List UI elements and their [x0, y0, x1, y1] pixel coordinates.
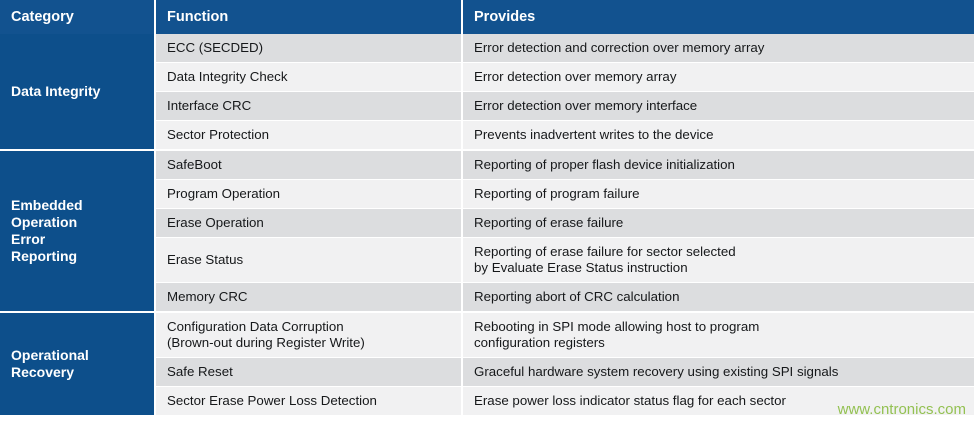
- function-cell: ECC (SECDED): [155, 34, 462, 63]
- provides-cell: Reporting of erase failure: [462, 209, 974, 238]
- table-row: [0, 312, 974, 358]
- column-header-provides: Provides: [462, 0, 974, 34]
- category-label-line: Error: [11, 231, 46, 247]
- function-cell: Safe Reset: [155, 358, 462, 387]
- provides-cell: Rebooting in SPI mode allowing host to program configuration registers: [462, 312, 974, 358]
- column-header-category: Category: [0, 0, 155, 34]
- provides-cell: Reporting abort of CRC calculation: [462, 283, 974, 313]
- category-cell: [0, 34, 155, 150]
- category-label-line: Reporting: [11, 248, 78, 264]
- function-cell: Configuration Data Corruption (Brown-out during Register Write): [155, 312, 462, 358]
- category-cell: [0, 312, 155, 416]
- category-label-line: Recovery: [11, 364, 75, 380]
- provides-cell: Erase power loss indicator status flag for each sector: [462, 387, 974, 417]
- category-label-line: Embedded: [11, 197, 83, 213]
- category-cell: [0, 150, 155, 312]
- function-cell: Memory CRC: [155, 283, 462, 313]
- category-label-line: Data Integrity: [11, 83, 101, 99]
- provides-cell: Error detection over memory array: [462, 63, 974, 92]
- provides-cell: Error detection over memory interface: [462, 92, 974, 121]
- function-cell: Interface CRC: [155, 92, 462, 121]
- provides-cell: Error detection and correction over memory array: [462, 34, 974, 63]
- table-row: [0, 150, 974, 180]
- table-header-row: [0, 0, 974, 34]
- provides-cell: Graceful hardware system recovery using existing SPI signals: [462, 358, 974, 387]
- table-row: [0, 34, 974, 63]
- column-header-function: Function: [155, 0, 462, 34]
- table-header: [0, 0, 974, 34]
- provides-cell: Reporting of program failure: [462, 180, 974, 209]
- function-cell: SafeBoot: [155, 150, 462, 180]
- function-cell: Program Operation: [155, 180, 462, 209]
- category-label-line: Operation: [11, 214, 78, 230]
- function-cell: Sector Protection: [155, 121, 462, 151]
- table-body: [0, 34, 974, 416]
- category-label-line: Operational: [11, 347, 89, 363]
- watermark: www.cntronics.com: [837, 401, 966, 418]
- function-cell: Data Integrity Check: [155, 63, 462, 92]
- provides-cell: Prevents inadvertent writes to the device: [462, 121, 974, 151]
- function-cell: Erase Status: [155, 238, 462, 283]
- function-cell: Sector Erase Power Loss Detection: [155, 387, 462, 417]
- provides-cell: Reporting of erase failure for sector selected by Evaluate Erase Status instruction: [462, 238, 974, 283]
- provides-cell: Reporting of proper flash device initialization: [462, 150, 974, 180]
- function-cell: Erase Operation: [155, 209, 462, 238]
